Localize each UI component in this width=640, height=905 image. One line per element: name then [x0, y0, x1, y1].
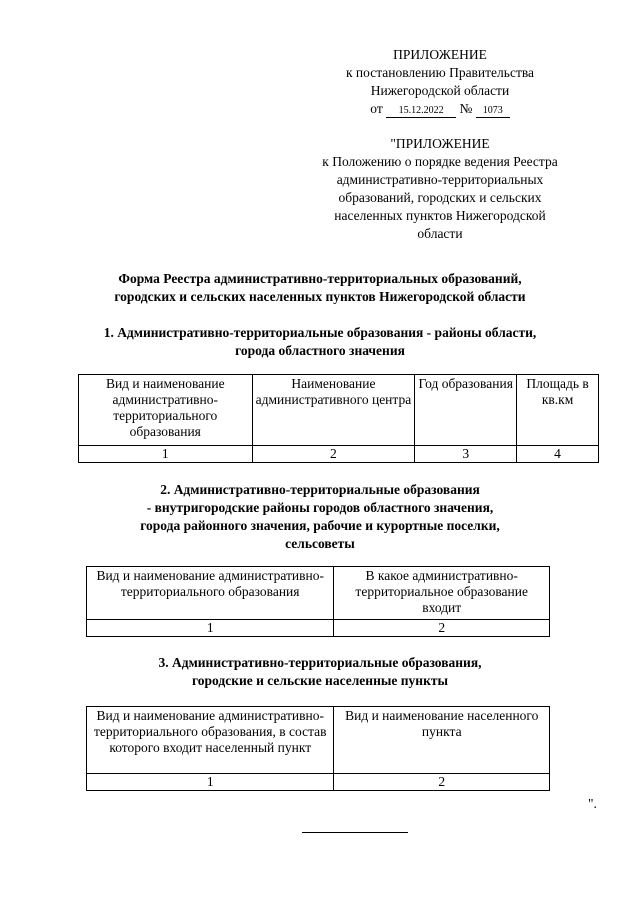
appendix2-line: к Положению о порядке ведения Реестра — [322, 154, 558, 169]
appendix-title: ПРИЛОЖЕНИЕ — [393, 47, 487, 62]
number-label: № — [459, 101, 473, 116]
section2-number-cell: 2 — [334, 620, 550, 637]
footer-divider — [302, 832, 408, 833]
section3-number-cell: 1 — [87, 774, 334, 791]
appendix2-header — [300, 135, 580, 243]
appendix-line2: Нижегородской области — [370, 83, 510, 98]
section2-heading-line: 2. Административно-территориальные образования — [160, 482, 480, 497]
section1-table — [78, 374, 599, 463]
section1-number-cell: 1 — [79, 446, 253, 463]
section3-heading-line: 3. Административно-территориальные образования, — [158, 655, 482, 670]
form-title-line: городских и сельских населенных пунктов Нижегородской области — [114, 289, 526, 304]
section1-heading — [40, 324, 600, 360]
appendix-date-line — [300, 100, 580, 118]
form-title-line: Форма Реестра административно-территориальных образований, — [118, 271, 522, 286]
section2-heading-line: сельсоветы — [285, 536, 355, 551]
section1-header-cell: Наименование административного центра — [252, 375, 415, 446]
from-label: от — [370, 101, 383, 116]
section2-number-cell: 1 — [87, 620, 334, 637]
section2-header-cell: Вид и наименование административно-территориального образования — [87, 567, 334, 620]
appendix2-line: административно-территориальных — [336, 172, 544, 187]
section3-header-cell: Вид и наименование административно-территориального образования, в состав которого входит населенный пункт — [87, 707, 334, 774]
section3-header-cell: Вид и наименование населенного пункта — [334, 707, 550, 774]
section1-heading-line: города областного значения — [235, 343, 405, 358]
section3-heading — [40, 654, 600, 690]
section1-header-cell: Год образования — [415, 375, 517, 446]
section1-header-cell: Вид и наименование административно-территориального образования — [79, 375, 253, 446]
appendix2-line: области — [417, 226, 463, 241]
section1-header-cell: Площадь в кв.км — [517, 375, 599, 446]
section3-heading-line: городские и сельские населенные пункты — [191, 673, 449, 688]
section2-heading-line: - внутригородские районы городов областного значения, — [146, 500, 494, 515]
section3-table — [86, 706, 550, 791]
section2-table — [86, 566, 550, 637]
section1-heading-line: 1. Административно-территориальные образования - районы области, — [103, 325, 537, 340]
form-title — [40, 270, 600, 306]
appendix-header — [300, 46, 580, 118]
section2-heading — [40, 481, 600, 553]
section1-number-cell: 2 — [252, 446, 415, 463]
section3-number-cell: 2 — [334, 774, 550, 791]
section1-number-cell: 3 — [415, 446, 517, 463]
appendix2-line: образований, городских и сельских — [338, 190, 542, 205]
appendix-line1: к постановлению Правительства — [345, 65, 535, 80]
appendix2-line: населенных пунктов Нижегородской — [334, 208, 546, 223]
appendix2-title: "ПРИЛОЖЕНИЕ — [390, 136, 490, 151]
closing-quote: ". — [588, 796, 597, 811]
section1-number-cell: 4 — [517, 446, 599, 463]
section2-header-cell: В какое административно-территориальное образование входит — [334, 567, 550, 620]
decree-date: 15.12.2022 — [386, 104, 456, 118]
decree-number: 1073 — [476, 104, 510, 118]
section2-heading-line: города районного значения, рабочие и курортные поселки, — [140, 518, 500, 533]
